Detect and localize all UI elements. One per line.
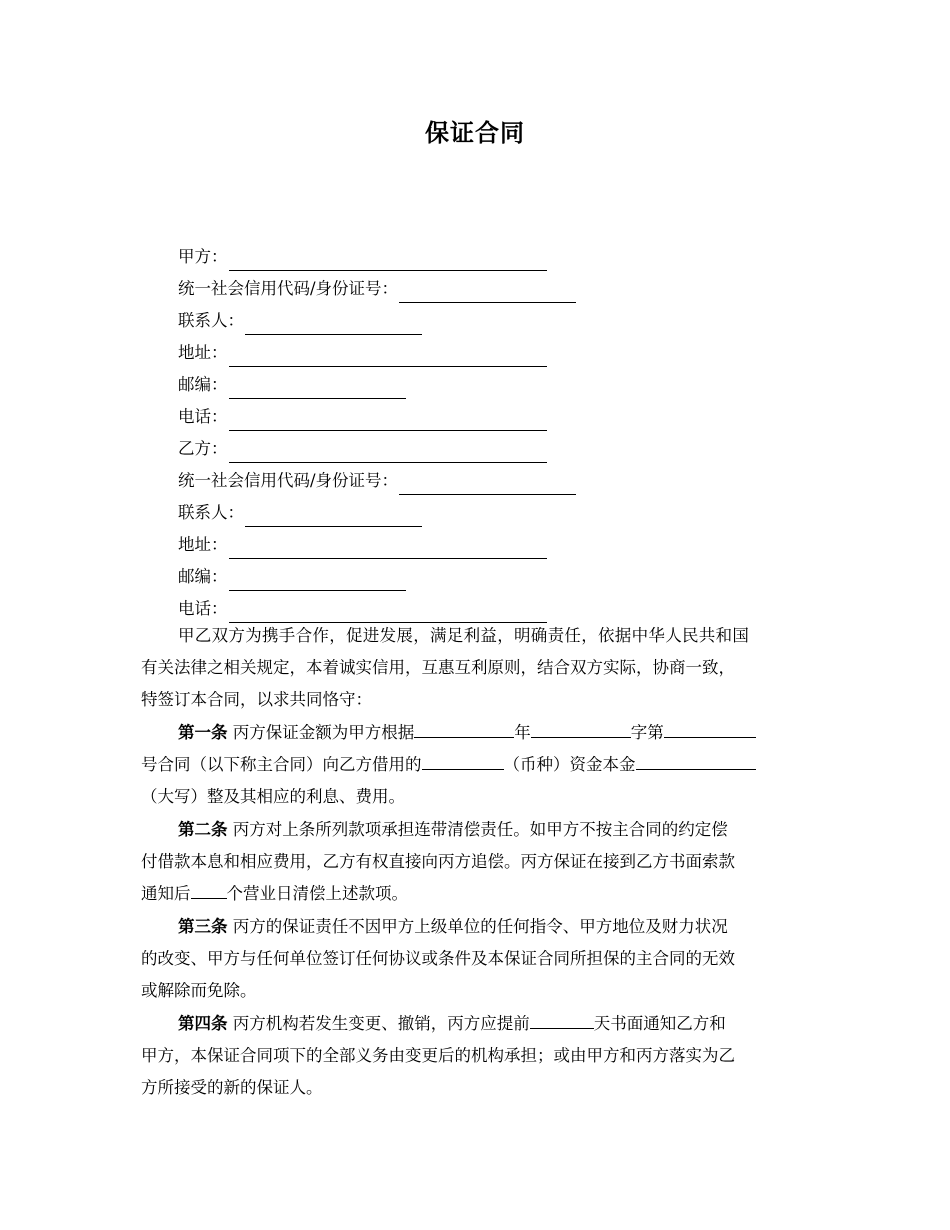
article-1: 第一条 丙方保证金额为甲方根据 年 字第 号合同（以下称主合同）向乙方借用的 （币种）资金本金 （大写）整及其相应的利息、费用。 <box>141 717 813 813</box>
blank-field[interactable] <box>636 751 756 770</box>
party-field-row <box>178 399 576 431</box>
blank-field[interactable] <box>530 1010 594 1029</box>
field-input-line[interactable] <box>229 410 547 431</box>
field-label: 统一社会信用代码/身份证号： <box>178 471 399 490</box>
document-title: 保证合同 <box>425 119 525 147</box>
field-input-line[interactable] <box>229 442 547 463</box>
field-input-line[interactable] <box>245 506 422 527</box>
field-input-line[interactable] <box>229 570 406 591</box>
article-1-heading: 第一条 <box>178 723 228 742</box>
blank-field[interactable] <box>531 719 631 738</box>
party-field-row <box>178 303 576 335</box>
party-field-row <box>178 463 576 495</box>
field-label: 邮编： <box>178 375 228 394</box>
blank-field[interactable] <box>422 751 504 770</box>
field-input-line[interactable] <box>229 538 547 559</box>
field-input-line[interactable] <box>399 282 576 303</box>
field-input-line[interactable] <box>229 250 547 271</box>
field-label: 邮编： <box>178 567 228 586</box>
article-4-heading: 第四条 <box>178 1014 228 1033</box>
party-fields <box>178 239 576 623</box>
party-field-row <box>178 335 576 367</box>
party-field-row <box>178 591 576 623</box>
party-field-row <box>178 559 576 591</box>
field-label: 地址： <box>178 343 228 362</box>
blank-field[interactable] <box>664 719 756 738</box>
party-field-row <box>178 239 576 271</box>
party-field-row <box>178 271 576 303</box>
party-field-row <box>178 527 576 559</box>
field-label: 电话： <box>178 407 228 426</box>
party-field-row <box>178 495 576 527</box>
field-input-line[interactable] <box>399 474 576 495</box>
field-input-line[interactable] <box>245 314 422 335</box>
article-2: 第二条 丙方对上条所列款项承担连带清偿责任。如甲方不按主合同的约定偿 付借款本息和相应费用，乙方有权直接向丙方追偿。丙方保证在接到乙方书面索款 通知后 个营业日清偿上述款项。 <box>141 820 735 903</box>
field-input-line[interactable] <box>229 346 547 367</box>
field-label: 联系人： <box>178 311 244 330</box>
contract-body <box>141 620 813 1105</box>
field-label: 甲方： <box>178 247 228 266</box>
field-label: 联系人： <box>178 503 244 522</box>
party-field-row <box>178 367 576 399</box>
blank-field[interactable] <box>414 719 514 738</box>
article-3: 第三条 丙方的保证责任不因甲方上级单位的任何指令、甲方地位及财力状况 的改变、甲方与任何单位签订任何协议或条件及本保证合同所担保的主合同的无效 或解除而免除。 <box>141 917 735 1000</box>
article-3-heading: 第三条 <box>178 917 228 936</box>
field-input-line[interactable] <box>229 378 406 399</box>
field-label: 电话： <box>178 599 228 618</box>
party-field-row <box>178 431 576 463</box>
intro-paragraph: 甲乙双方为携手合作，促进发展，满足利益，明确责任，依据中华人民共和国 有关法律之相关规定，本着诚实信用，互惠互利原则，结合双方实际，协商一致， 特签订本合同，以求共同恪守： <box>141 626 750 709</box>
field-label: 乙方： <box>178 439 228 458</box>
article-4: 第四条 丙方机构若发生变更、撤销，丙方应提前 天书面通知乙方和 甲方，本保证合同项下的全部义务由变更后的机构承担；或由甲方和丙方落实为乙 方所接受的新的保证人。 <box>141 1008 813 1104</box>
blank-field[interactable] <box>191 880 227 899</box>
article-2-heading: 第二条 <box>178 820 228 839</box>
field-label: 统一社会信用代码/身份证号： <box>178 279 399 298</box>
field-label: 地址： <box>178 535 228 554</box>
